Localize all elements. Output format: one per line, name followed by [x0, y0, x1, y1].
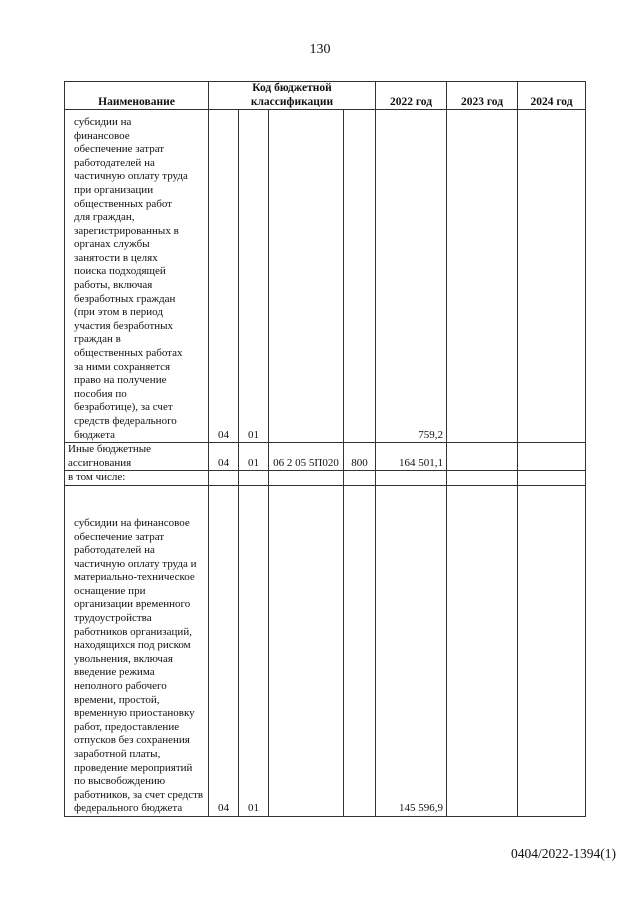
table-row [65, 471, 586, 486]
budget-table [64, 81, 586, 817]
table-row [65, 485, 586, 816]
row-rz: 04 [209, 485, 239, 816]
row-rz [209, 471, 239, 486]
document-code: 0404/2022-1394(1) [511, 846, 616, 861]
row-vr [344, 471, 376, 486]
header-2022: 2022 год [376, 82, 447, 110]
row-name: субсидии на финансовое обеспечение затрат работодателей на частичную оплату труда и материально-техническое оснащение при организации временного трудоустройства работников организаций, находящихся под риском увольнения, включая введение режима неполного рабочего времени, простой, временную приостановку работ, предоставление отпусков без сохранения заработной платы, проведение мероприятий по высвобождению работников, за счет средств федерального бюджета [65, 485, 209, 816]
row-2023 [447, 443, 518, 471]
row-2023 [447, 485, 518, 816]
row-2024 [518, 485, 586, 816]
row-2024 [518, 110, 586, 443]
row-2023 [447, 471, 518, 486]
row-2024 [518, 471, 586, 486]
header-name: Наименование [65, 82, 209, 110]
header-2023: 2023 год [447, 82, 518, 110]
row-csr: 06 2 05 5П020 [269, 443, 344, 471]
row-name: субсидии на финансовое обеспечение затрат работодателей на частичную оплату труда при организации общественных работ для граждан, зарегистрированных в органах службы занятости в целях поиска подходящей работы, включая безработных граждан (при этом в период участия безработных граждан в общественных работах за ними сохраняется право на получение пособия по безработице), за счет средств федерального бюджета [65, 110, 209, 443]
row-csr [269, 110, 344, 443]
row-rz: 04 [209, 443, 239, 471]
row-pr: 01 [239, 110, 269, 443]
table-header-row [65, 82, 586, 110]
row-2023 [447, 110, 518, 443]
page-number: 130 [309, 42, 331, 57]
row-vr [344, 110, 376, 443]
table-row [65, 443, 586, 471]
header-2024: 2024 год [518, 82, 586, 110]
row-2024 [518, 443, 586, 471]
row-name: в том числе: [65, 471, 209, 486]
row-csr [269, 485, 344, 816]
row-vr: 800 [344, 443, 376, 471]
header-code: Код бюджетной классификации [209, 82, 376, 110]
row-csr [269, 471, 344, 486]
table-row [65, 110, 586, 443]
row-name: Иные бюджетные ассигнования [65, 443, 209, 471]
row-2022 [376, 471, 447, 486]
row-2022: 164 501,1 [376, 443, 447, 471]
row-2022: 145 596,9 [376, 485, 447, 816]
row-vr [344, 485, 376, 816]
row-pr [239, 471, 269, 486]
row-pr: 01 [239, 443, 269, 471]
row-rz: 04 [209, 110, 239, 443]
row-pr: 01 [239, 485, 269, 816]
row-2022: 759,2 [376, 110, 447, 443]
